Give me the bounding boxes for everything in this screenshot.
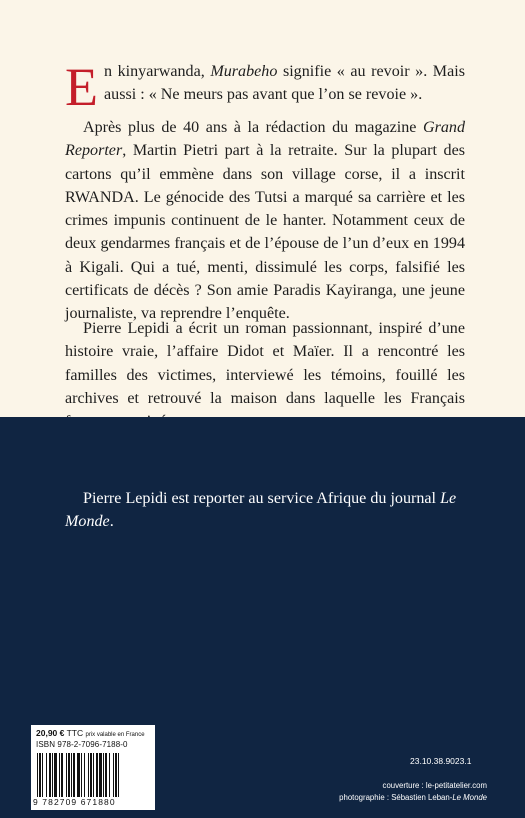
synopsis-text-1: Après plus de 40 ans à la rédaction du magazine bbox=[83, 119, 423, 136]
price-tax: TTC bbox=[66, 728, 84, 738]
synopsis-paragraph bbox=[65, 116, 465, 326]
price-line bbox=[36, 728, 145, 738]
bio-text-1: Pierre Lepidi est reporter au service Afrique du journal bbox=[83, 490, 441, 507]
photo-credit-label: photographie : bbox=[339, 793, 392, 802]
photo-credit-name: Sébastien Leban- bbox=[391, 793, 453, 802]
photo-credit bbox=[339, 793, 487, 802]
drop-cap: E bbox=[65, 57, 98, 117]
intro-text-2: signifie « au revoir ». Mais aussi : « Ne meurs pas avant que l’on se revoie ». bbox=[104, 63, 465, 104]
price-note: prix valable en France bbox=[85, 732, 145, 738]
barcode-digits: 9 782709 671880 bbox=[33, 797, 116, 807]
magazine-title: Grand Reporter bbox=[65, 119, 465, 160]
bio-text-2: . bbox=[109, 513, 114, 531]
photo-credit-italic: Le Monde bbox=[452, 793, 487, 802]
intro-text-1: n kinyarwanda, bbox=[104, 63, 211, 80]
cover-credit bbox=[383, 781, 487, 790]
catalog-code: 23.10.38.9023.1 bbox=[410, 756, 472, 766]
intro-italic-word: Murabeho bbox=[210, 63, 278, 80]
newspaper-title: Le Monde bbox=[65, 490, 457, 531]
intro-paragraph bbox=[65, 57, 465, 117]
cover-credit-label: couverture : bbox=[382, 781, 426, 790]
barcode-icon bbox=[36, 753, 150, 797]
isbn-number: ISBN 978-2-7096-7188-0 bbox=[36, 740, 128, 749]
synopsis-text-2: , Martin Pietri part à la retraite. Sur la plupart des cartons qu’il emmène dans son village corse, il a inscrit RWANDA. Le génocide des Tutsi a marqué sa carrière et les crimes impunis continuent de le hanter. Notamment ceux de deux gendarmes français et de l’épouse de l’un d’eux en 1994 à Kigali. Qui a tué, menti, dissimulé les corps, falsifié les certificats de décès ? Son amie Paradis Kayiranga, une jeune journaliste, va reprendre l’enquête. bbox=[65, 142, 465, 323]
price-barcode-box bbox=[31, 725, 155, 810]
cover-credit-value: le-petitatelier.com bbox=[425, 781, 487, 790]
author-bio bbox=[65, 487, 465, 534]
price-amount: 20,90 € bbox=[36, 728, 65, 738]
author-novel-paragraph: Pierre Lepidi a écrit un roman passionnant, inspiré d’une histoire vraie, l’affaire Didot et Maïer. Il a rencontré les familles des victimes, interviewé les témoins, fouillé les archives et retrouvé la maison dans laquelle les Français bbox=[65, 320, 465, 407]
